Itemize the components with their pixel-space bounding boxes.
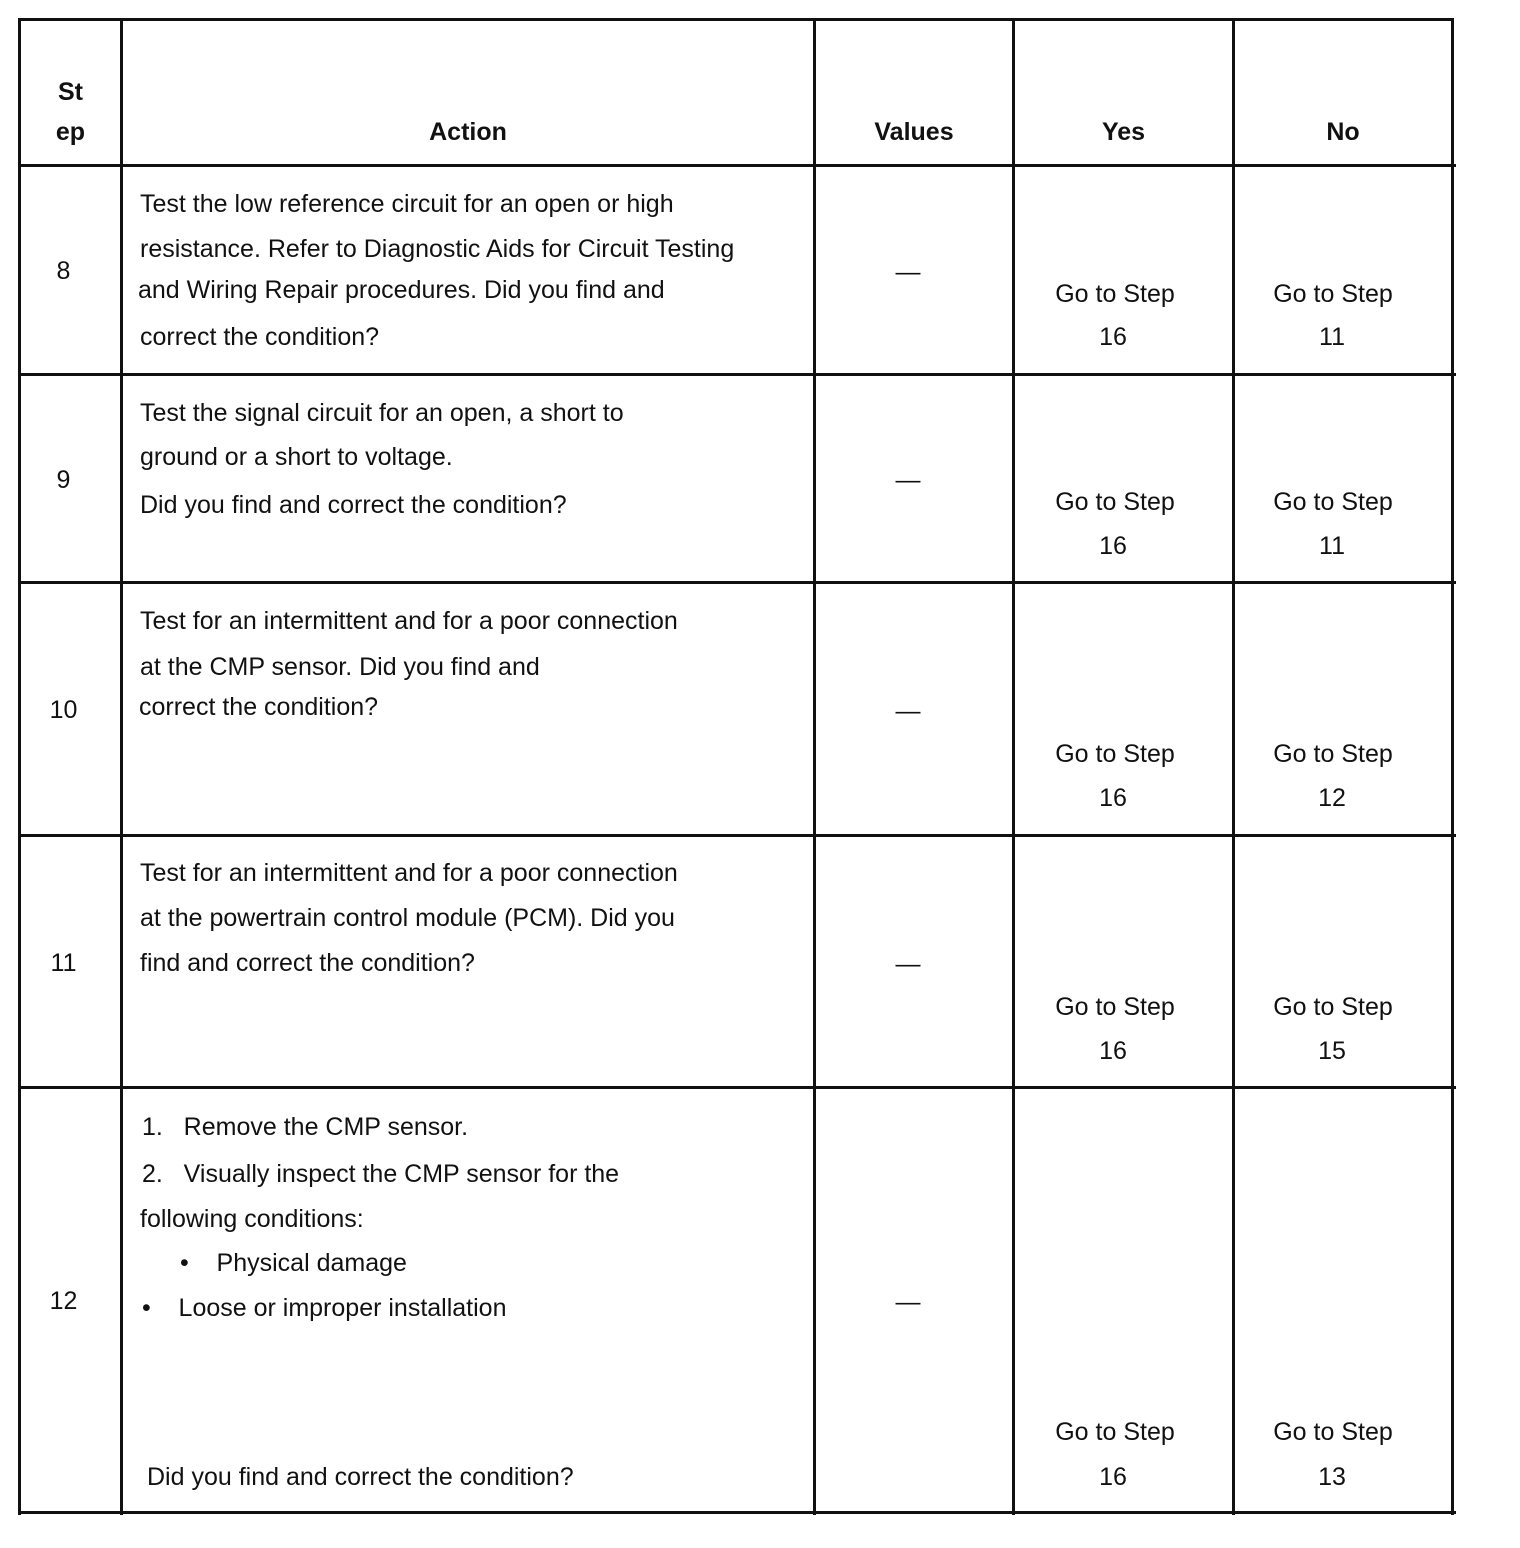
no-goto-label: Go to Step (1273, 1418, 1393, 1446)
yes-goto-label: Go to Step (1055, 280, 1175, 308)
table-border-right (1451, 18, 1454, 1515)
action-text: Did you find and correct the condition? (147, 1463, 574, 1491)
row-divider (18, 834, 1456, 837)
action-text: Test the low reference circuit for an open or high (140, 190, 674, 218)
step-number: 11 (50, 949, 77, 977)
step-number: 9 (56, 466, 71, 494)
value-dash: — (895, 466, 921, 494)
value-dash: — (895, 697, 921, 725)
no-goto-step: 13 (1318, 1463, 1346, 1491)
no-goto-step: 12 (1318, 784, 1346, 812)
action-text: find and correct the condition? (140, 949, 475, 977)
row-divider (18, 373, 1456, 376)
action-text: • Physical damage (180, 1249, 407, 1277)
step-number: 12 (49, 1287, 78, 1315)
no-goto-label: Go to Step (1273, 740, 1393, 768)
action-text: Test the signal circuit for an open, a short to (140, 399, 624, 427)
row-divider (18, 581, 1456, 584)
action-text: and Wiring Repair procedures. Did you find and (138, 276, 665, 304)
yes-goto-label: Go to Step (1055, 740, 1175, 768)
action-text: 1. Remove the CMP sensor. (142, 1113, 469, 1141)
no-goto-label: Go to Step (1273, 993, 1393, 1021)
yes-goto-label: Go to Step (1055, 488, 1175, 516)
no-goto-step: 15 (1318, 1037, 1346, 1065)
value-dash: — (895, 1288, 921, 1316)
action-text: Did you find and correct the condition? (140, 491, 567, 519)
action-text: at the powertrain control module (PCM). Did you (140, 904, 675, 932)
header-yes: Yes (1101, 118, 1146, 146)
action-text: • Loose or improper installation (142, 1294, 507, 1322)
action-text: correct the condition? (140, 323, 380, 351)
table-border-bottom (18, 1511, 1456, 1514)
yes-goto-step: 16 (1099, 784, 1127, 812)
action-text: Test for an intermittent and for a poor connection (140, 607, 678, 635)
yes-goto-label: Go to Step (1055, 993, 1175, 1021)
action-text: following conditions: (140, 1205, 364, 1233)
row-divider (18, 164, 1456, 167)
yes-goto-step: 16 (1099, 1463, 1127, 1491)
header-step-line2: ep (55, 118, 86, 146)
action-text: correct the condition? (139, 693, 379, 721)
step-number: 10 (49, 696, 78, 724)
no-goto-step: 11 (1319, 323, 1345, 351)
action-text: 2. Visually inspect the CMP sensor for the (142, 1160, 620, 1188)
header-values: Values (874, 118, 954, 146)
value-dash: — (895, 258, 921, 286)
row-divider (18, 1086, 1456, 1089)
yes-goto-label: Go to Step (1055, 1418, 1175, 1446)
no-goto-step: 11 (1319, 532, 1345, 560)
step-number: 8 (56, 257, 71, 285)
value-dash: — (895, 950, 921, 978)
header-step-line1: St (58, 78, 83, 106)
no-goto-label: Go to Step (1273, 280, 1393, 308)
action-text: resistance. Refer to Diagnostic Aids for Circuit Testing (140, 235, 735, 263)
yes-goto-step: 16 (1099, 1037, 1127, 1065)
yes-goto-step: 16 (1099, 323, 1127, 351)
header-action: Action (429, 118, 507, 146)
action-text: ground or a short to voltage. (140, 443, 453, 471)
header-no: No (1326, 118, 1360, 146)
no-goto-label: Go to Step (1273, 488, 1393, 516)
column-divider (120, 18, 123, 1515)
action-text: at the CMP sensor. Did you find and (140, 653, 540, 681)
table-border-top (18, 18, 1454, 21)
action-text: Test for an intermittent and for a poor connection (140, 859, 678, 887)
yes-goto-step: 16 (1099, 532, 1127, 560)
